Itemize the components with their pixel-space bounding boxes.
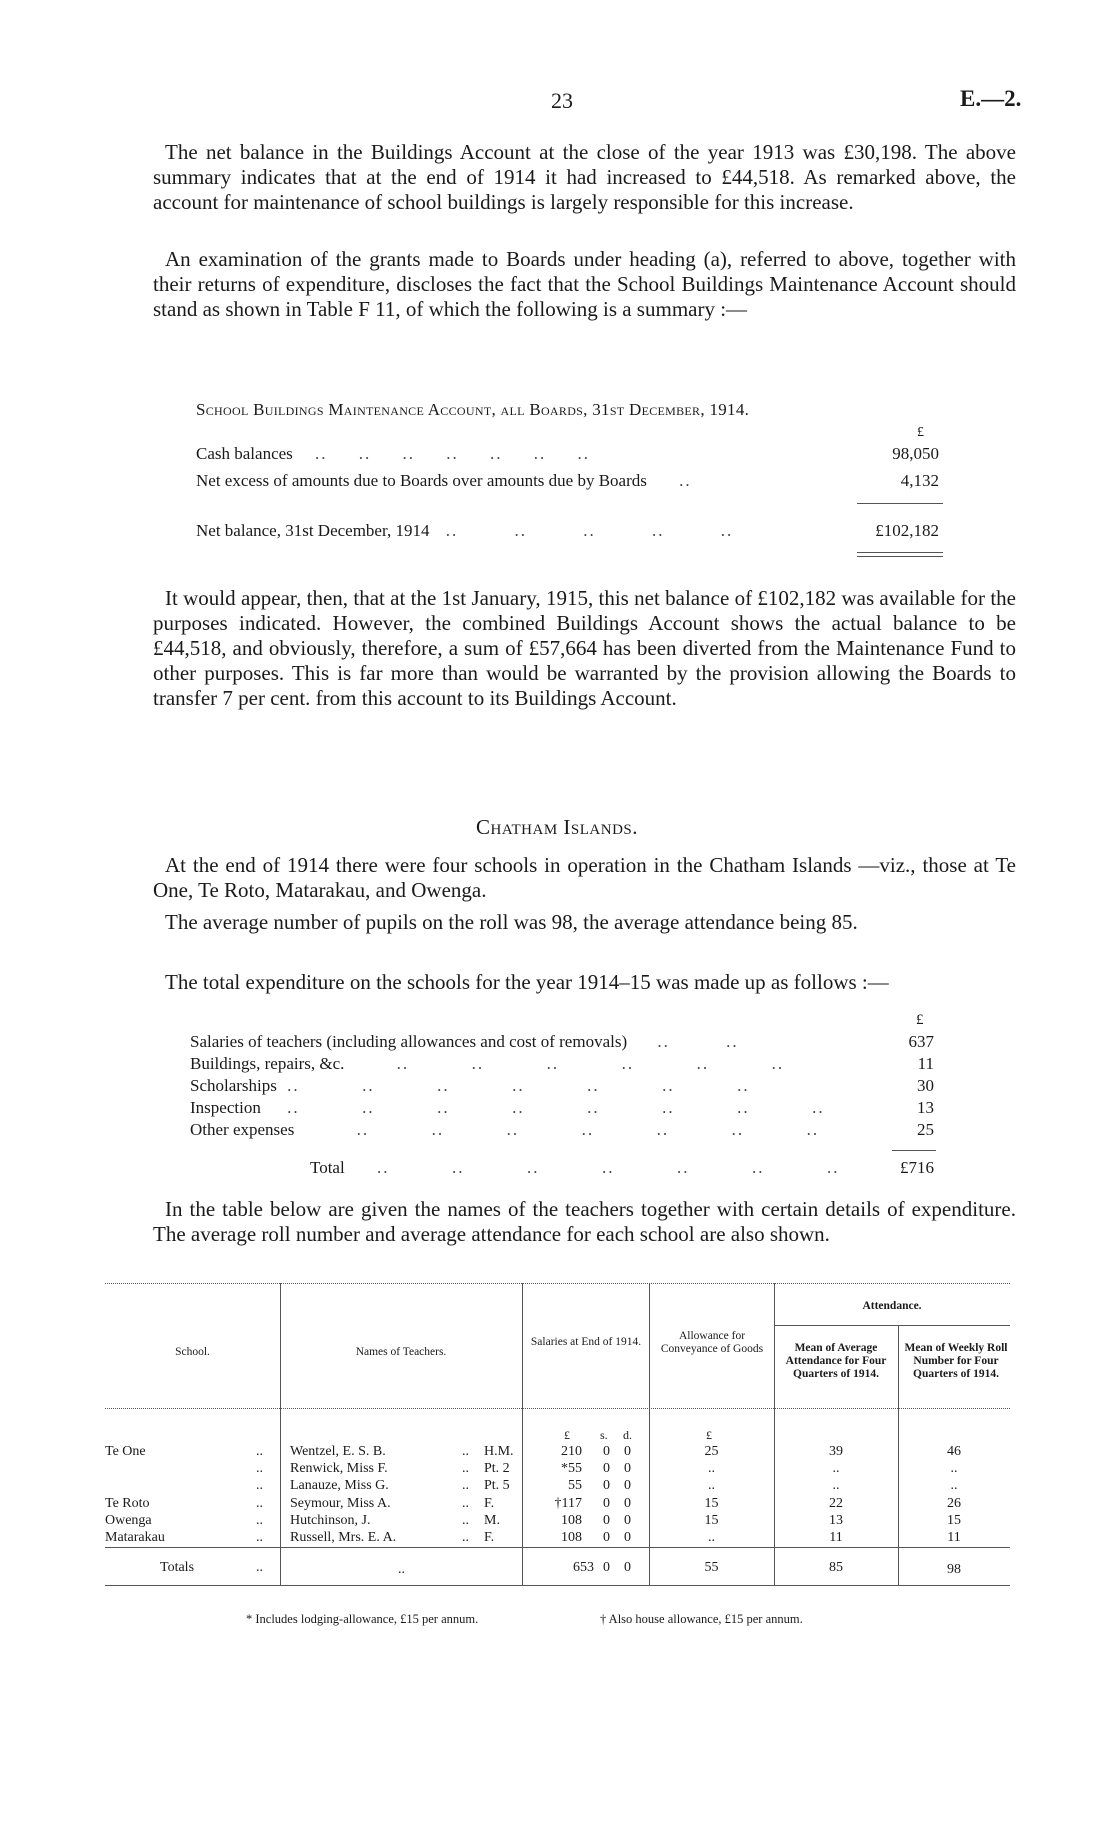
leader-dots: ..	[679, 471, 692, 490]
leader-dots: ..	[462, 1444, 469, 1459]
unit-shillings: s.	[600, 1428, 608, 1442]
expenditure-row-label: Other expenses	[190, 1120, 295, 1139]
cell-shillings: 0	[603, 1513, 610, 1528]
totals-allowance: 55	[704, 1560, 719, 1575]
cell-teacher: Hutchinson, J.	[290, 1513, 371, 1528]
totals-label: Totals	[160, 1560, 195, 1575]
maintenance-total-row	[196, 521, 733, 541]
leader-dots: ..	[256, 1513, 263, 1528]
cell-teacher: Wentzel, E. S. B.	[290, 1444, 386, 1459]
cell-school: Te One	[105, 1444, 146, 1459]
cell-shillings: 0	[603, 1461, 610, 1476]
cell-shillings: 0	[603, 1530, 610, 1545]
expenditure-total-label: Total	[310, 1158, 345, 1177]
cell-allowance: 15	[704, 1513, 719, 1528]
header-allowance: Allowance for Conveyance of Goods	[660, 1330, 764, 1355]
totals-pence: 0	[624, 1560, 631, 1575]
cell-roll: ..	[950, 1478, 958, 1493]
maintenance-row-value: 4,132	[900, 471, 939, 490]
paragraph-buildings-balance: The net balance in the Buildings Account at the close of the year 1913 was £30,198. The above summary indicates that at the end of 1914 it had increased to £44,518. As remarked above, the account for maintenance of school buildings is largely responsible for this increase.	[153, 140, 1016, 214]
column-divider	[280, 1283, 281, 1585]
cell-position: Pt. 2	[484, 1461, 510, 1476]
leader-dots: ..	[256, 1461, 263, 1476]
cell-teacher: Seymour, Miss A.	[290, 1496, 391, 1511]
expenditure-row-value: 25	[917, 1120, 934, 1139]
maintenance-currency-symbol: £	[917, 425, 924, 440]
header-mean-attendance: Mean of Average Attendance for Four Quarters of 1914.	[785, 1342, 887, 1380]
rule	[892, 1150, 936, 1151]
footnote-house: † Also house allowance, £15 per annum.	[600, 1612, 803, 1626]
expenditure-row	[190, 1120, 819, 1140]
double-rule	[857, 556, 943, 557]
cell-pounds: 210	[561, 1444, 582, 1459]
cell-attendance: 22	[829, 1496, 843, 1511]
header-attendance-group: Attendance.	[862, 1300, 922, 1312]
cell-pence: 0	[624, 1513, 631, 1528]
expenditure-total-row	[310, 1158, 839, 1178]
cell-attendance: ..	[832, 1478, 840, 1493]
document-reference: E.—2.	[960, 86, 1022, 111]
expenditure-row	[190, 1098, 825, 1118]
leader-dots: .. .. .. .. .. .. ..	[376, 1158, 840, 1177]
cell-roll: 11	[947, 1530, 961, 1545]
cell-pounds: 108	[561, 1530, 582, 1545]
cell-shillings: 0	[603, 1478, 610, 1493]
leader-dots: ..	[256, 1444, 263, 1459]
paragraph-average-roll: The average number of pupils on the roll was 98, the average attendance being 85.	[165, 910, 858, 934]
footnote-lodging: * Includes lodging-allowance, £15 per annum.	[246, 1612, 479, 1626]
cell-teacher: Russell, Mrs. E. A.	[290, 1530, 397, 1545]
cell-shillings: 0	[603, 1444, 610, 1459]
cell-school: Te Roto	[105, 1496, 150, 1511]
leader-dots: ..	[256, 1496, 263, 1511]
cell-pence: 0	[624, 1444, 631, 1459]
paragraph-grants-examination: An examination of the grants made to Boards under heading (a), referred to above, together with their returns of expenditure, discloses the fact that the School Buildings Maintenance Account should stand as shown in Table F 11, of which the following is a summary :—	[153, 247, 1016, 321]
expenditure-currency-symbol: £	[916, 1012, 924, 1028]
leader-dots: ..	[462, 1461, 469, 1476]
cell-roll: 15	[947, 1513, 961, 1528]
cell-position: F.	[484, 1530, 495, 1545]
cell-school: Matarakau	[105, 1530, 165, 1545]
table-bottom-rule	[105, 1585, 1010, 1586]
expenditure-row-label: Salaries of teachers (including allowances and cost of removals)	[190, 1032, 628, 1051]
cell-pence: 0	[624, 1530, 631, 1545]
maintenance-summary-title: School Buildings Maintenance Account, all Boards, 31st December, 1914.	[196, 400, 750, 419]
cell-pounds: *55	[561, 1461, 582, 1476]
header-mean-roll: Mean of Weekly Roll Number for Four Quarters of 1914.	[904, 1342, 1008, 1380]
cell-attendance: 11	[829, 1530, 843, 1545]
cell-position: H.M.	[484, 1444, 514, 1459]
maintenance-total-value: £102,182	[875, 521, 939, 540]
expenditure-row-value: 30	[917, 1076, 934, 1095]
leader-dots: .. .. .. .. .. ..	[396, 1054, 785, 1073]
cell-position: F.	[484, 1496, 495, 1511]
cell-roll: 46	[947, 1444, 961, 1459]
unit-allowance: £	[706, 1428, 712, 1442]
leader-dots: ..	[256, 1530, 263, 1545]
totals-top-rule	[105, 1547, 1010, 1548]
cell-allowance: ..	[708, 1461, 715, 1476]
leader-dots: ..	[462, 1496, 469, 1511]
cell-roll: 26	[947, 1496, 961, 1511]
maintenance-row-label: Net excess of amounts due to Boards over amounts due by Boards	[196, 471, 647, 490]
leader-dots: ..	[462, 1530, 469, 1545]
header-bottom-rule	[105, 1408, 1010, 1409]
totals-attendance: 85	[829, 1560, 843, 1575]
leader-dots: .. .. .. .. .. .. ..	[315, 444, 591, 463]
cell-teacher: Renwick, Miss F.	[290, 1461, 388, 1476]
paragraph-total-expenditure: The total expenditure on the schools for the year 1914–15 was made up as follows :—	[165, 970, 889, 994]
totals-teacher: ..	[398, 1562, 405, 1577]
expenditure-row-label: Scholarships	[190, 1076, 277, 1095]
totals-shillings: 0	[603, 1560, 610, 1575]
leader-dots: ..	[256, 1560, 263, 1575]
expenditure-row-value: 637	[908, 1032, 934, 1051]
cell-position: M.	[484, 1513, 500, 1528]
rule	[857, 503, 943, 504]
expenditure-row-value: 13	[917, 1098, 934, 1117]
leader-dots: .. .. .. .. ..	[445, 521, 734, 540]
section-heading-chatham-islands: Chatham Islands.	[475, 815, 638, 839]
cell-pounds: †117	[554, 1496, 582, 1511]
unit-pounds: £	[564, 1428, 570, 1442]
page-number: 23	[551, 88, 573, 113]
double-rule	[857, 552, 943, 553]
column-divider	[522, 1283, 523, 1585]
cell-allowance: ..	[708, 1478, 715, 1493]
cell-roll: ..	[950, 1461, 958, 1476]
cell-pounds: 55	[568, 1478, 582, 1493]
cell-pence: 0	[624, 1478, 631, 1493]
leader-dots: .. ..	[657, 1032, 739, 1051]
cell-allowance: 25	[704, 1444, 719, 1459]
cell-attendance: ..	[832, 1461, 840, 1476]
expenditure-row-label: Inspection	[190, 1098, 261, 1117]
header-teachers: Names of Teachers.	[355, 1346, 447, 1358]
expenditure-row	[190, 1076, 750, 1096]
table-top-rule	[105, 1283, 1010, 1284]
cell-allowance: 15	[704, 1496, 719, 1511]
expenditure-total-value: £716	[900, 1158, 934, 1177]
cell-teacher: Lanauze, Miss G.	[290, 1478, 389, 1493]
cell-attendance: 13	[829, 1513, 843, 1528]
cell-pence: 0	[624, 1496, 631, 1511]
paragraph-schools-in-operation: At the end of 1914 there were four schools in operation in the Chatham Islands —viz., those at Te One, Te Roto, Matarakau, and Owenga.	[153, 853, 1016, 902]
expenditure-row	[190, 1032, 739, 1052]
expenditure-row	[190, 1054, 784, 1074]
unit-pence: d.	[623, 1428, 632, 1442]
leader-dots: .. .. .. .. .. .. ..	[356, 1120, 820, 1139]
totals-roll: 98	[947, 1562, 961, 1577]
leader-dots: ..	[462, 1513, 469, 1528]
maintenance-row-value: 98,050	[892, 444, 939, 463]
cell-position: Pt. 5	[484, 1478, 510, 1493]
paragraph-net-balance: It would appear, then, that at the 1st January, 1915, this net balance of £102,182 was available for the purposes indicated. However, the combined Buildings Account shows the actual balance to be £44,518, and obviously, therefore, a sum of £57,664 has been diverted from the Maintenance Fund to other purposes. This is far more than would be warranted by the provision allowing the Boards to transfer 7 per cent. from this account to its Buildings Account.	[153, 586, 1016, 710]
cell-attendance: 39	[829, 1444, 843, 1459]
header-salaries: Salaries at End of 1914.	[530, 1336, 642, 1348]
leader-dots: .. .. .. .. .. .. .. ..	[287, 1098, 825, 1117]
header-school: School.	[175, 1346, 210, 1358]
maintenance-row	[196, 444, 590, 464]
attendance-group-rule	[774, 1325, 1010, 1326]
expenditure-row-value: 11	[917, 1054, 934, 1073]
leader-dots: ..	[462, 1478, 469, 1493]
expenditure-row-label: Buildings, repairs, &c.	[190, 1054, 345, 1073]
maintenance-row	[196, 471, 692, 491]
cell-pounds: 108	[561, 1513, 582, 1528]
maintenance-row-label: Cash balances	[196, 444, 293, 463]
leader-dots: .. .. .. .. .. .. ..	[287, 1076, 750, 1095]
cell-school: Owenga	[105, 1513, 152, 1528]
totals-pounds: 653	[573, 1560, 594, 1575]
cell-shillings: 0	[603, 1496, 610, 1511]
leader-dots: ..	[256, 1478, 263, 1493]
cell-pence: 0	[624, 1461, 631, 1476]
paragraph-table-intro: In the table below are given the names of the teachers together with certain details of expenditure. The average roll number and average attendance for each school are also shown.	[153, 1197, 1016, 1246]
maintenance-total-label: Net balance, 31st December, 1914	[196, 521, 430, 540]
cell-allowance: ..	[708, 1530, 715, 1545]
